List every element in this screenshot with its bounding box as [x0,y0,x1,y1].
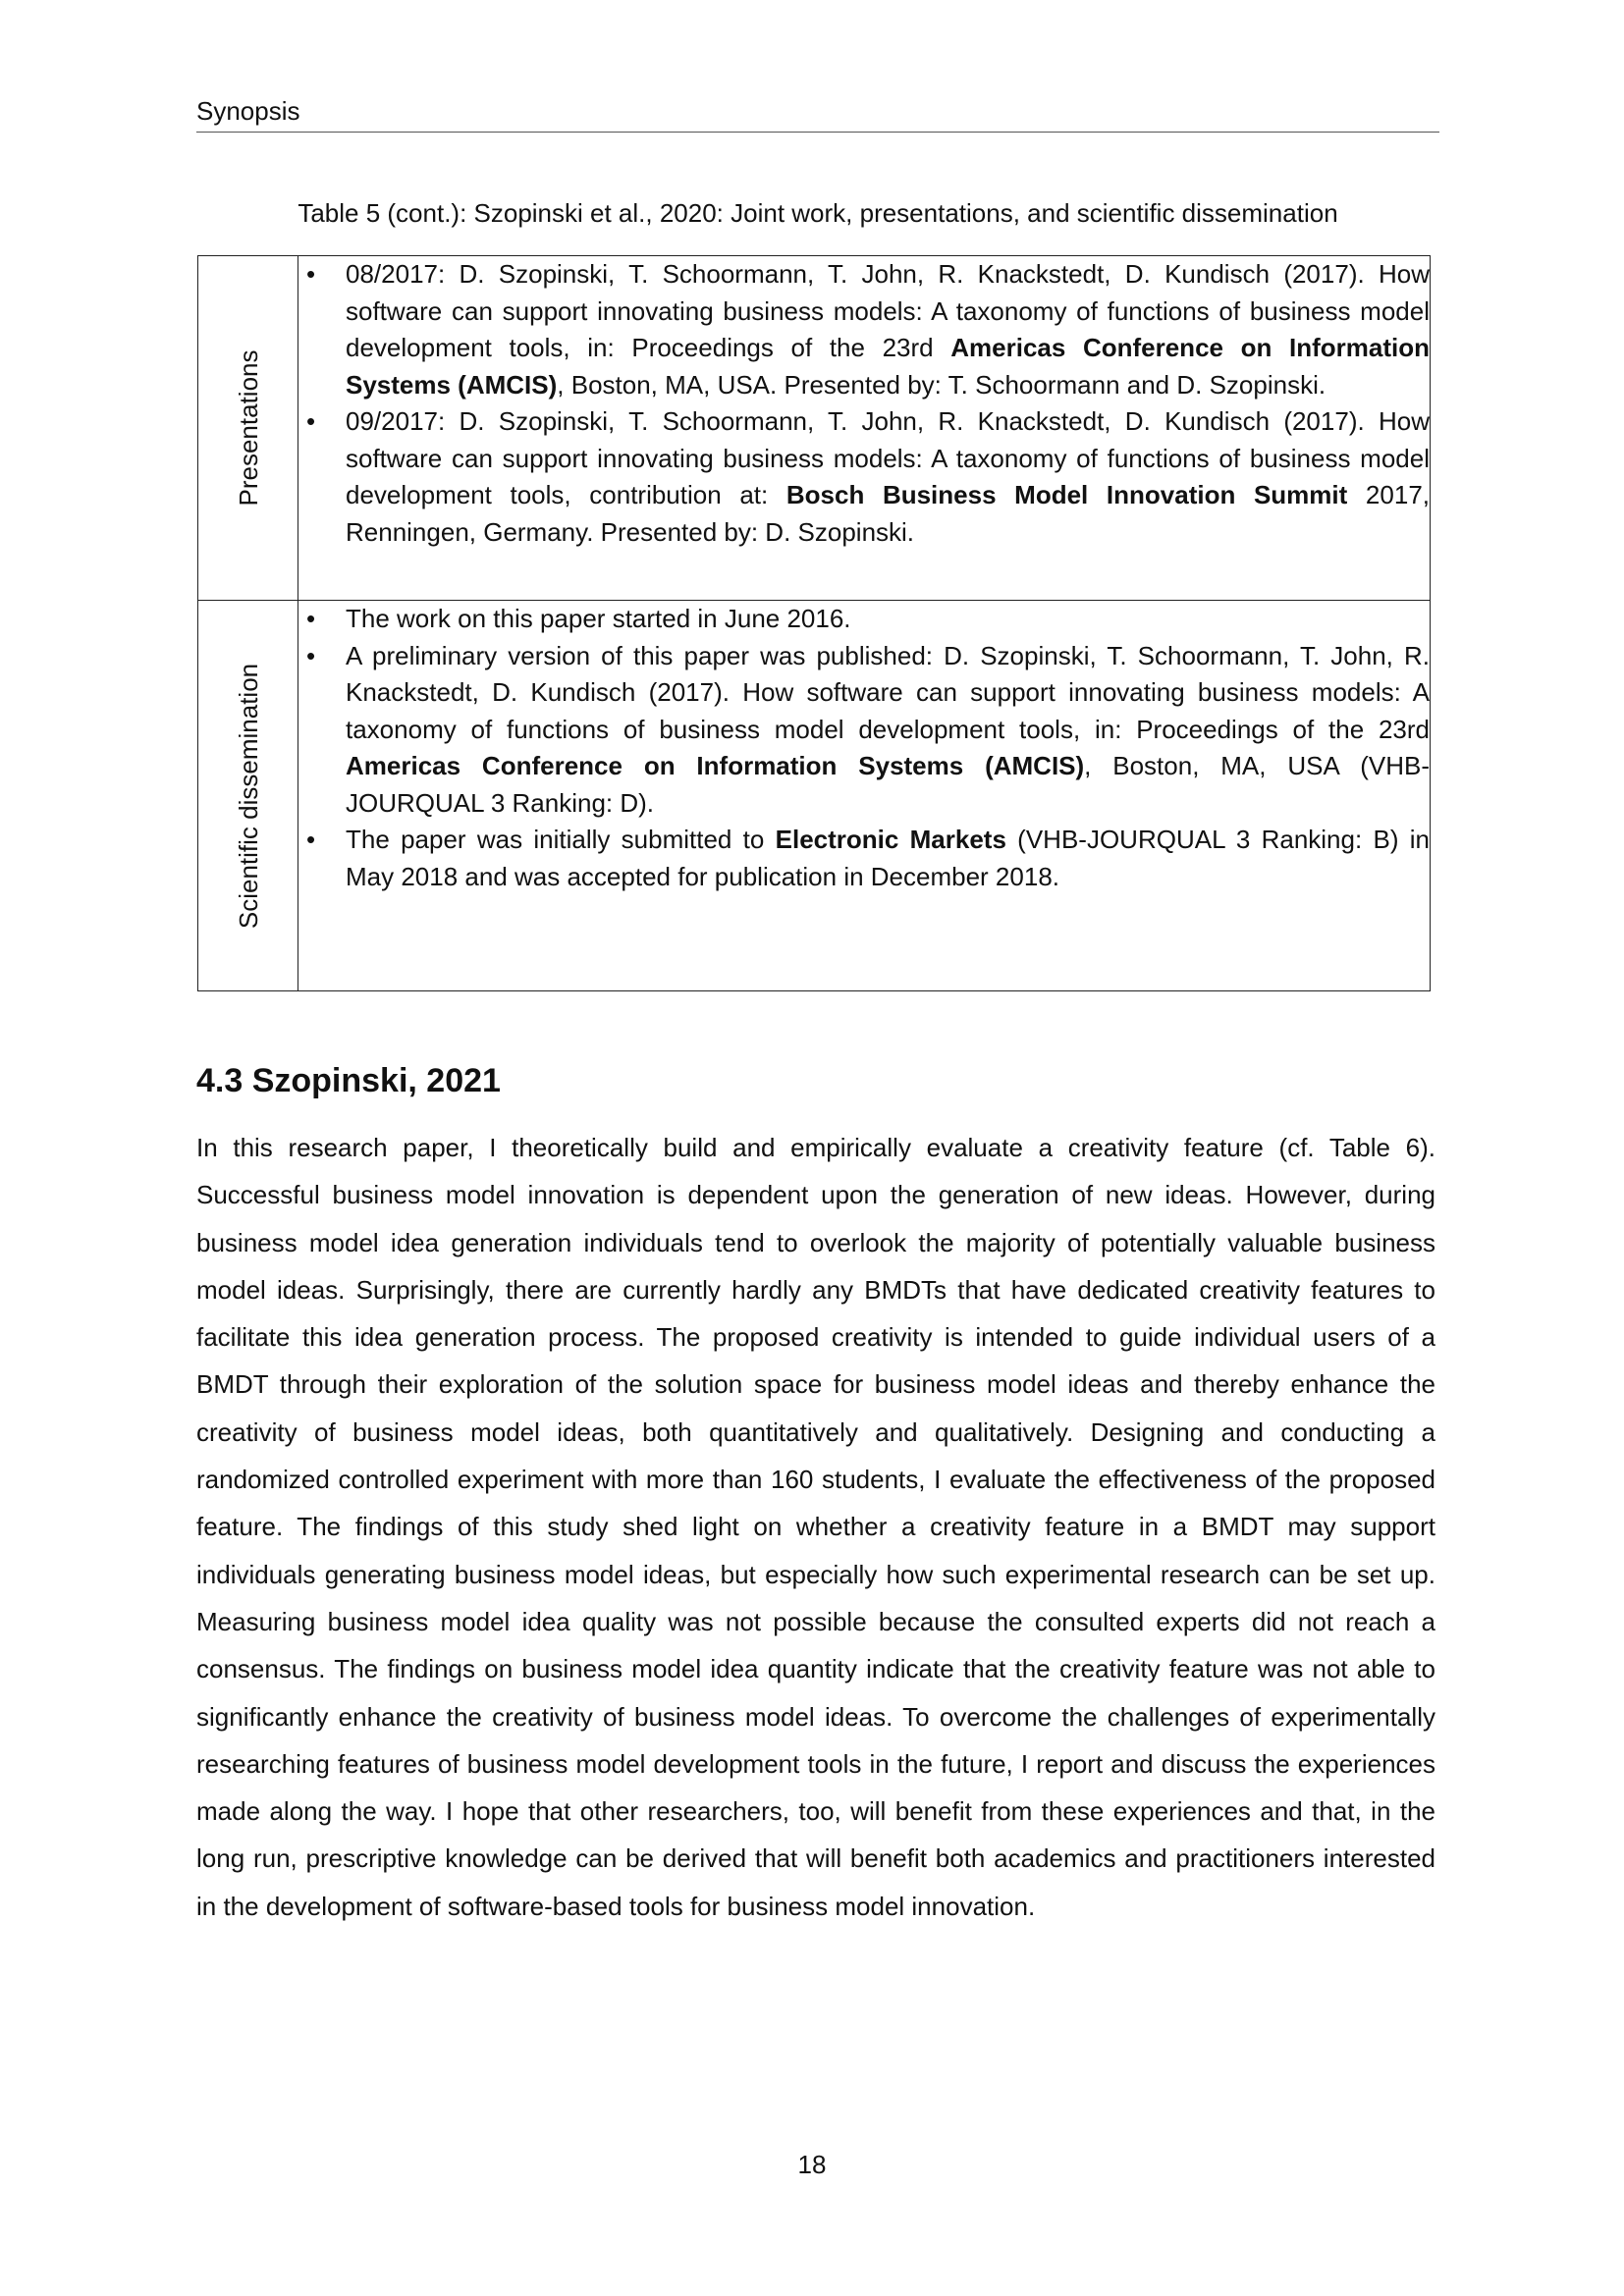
list-item: • The work on this paper started in June 2016. [298,601,1430,638]
section-paragraph: In this research paper, I theoretically build and empirically evaluate a creativity feature (cf. Table 6). Successful business model innovation is dependent upon the generation of new ideas. However, during business model idea generation individuals tend to overlook the majority of potentially valuable business model ideas. Surprisingly, there are currently hardly any BMDTs that have dedicated creativity features to facilitate this idea generation process. The proposed creativity is intended to guide individual users of a BMDT through their exploration of the solution space for business model ideas and thereby enhance the creativity of business model ideas, both quantitatively and qualitatively. Designing and conducting a randomized controlled experiment with more than 160 students, I evaluate the effectiveness of the proposed feature. The findings of this study shed light on whether a creativity feature in a BMDT may support individuals generating business model ideas, but especially how such experimental research can be set up. Measuring business model idea quality was not possible because the consulted experts did not reach a consensus. The findings on business model idea quantity indicate that the creativity feature was not able to significantly enhance the creativity of business model ideas. To overcome the challenges of experimentally researching features of business model development tools in the future, I report and discuss the experiences made along the way. I hope that other researchers, too, will benefit from these experiences and that, in the long run, prescriptive knowledge can be derived that will benefit both academics and practitioners interested in the development of software-based tools for business model innovation. [196,1133,1435,1921]
row-content-scientific-dissemination [298,601,1431,991]
section-heading: 4.3 Szopinski, 2021 [196,1062,501,1099]
row-header-presentations [198,256,298,601]
row-header-scientific-dissemination [198,601,298,991]
list-item: • The paper was initially submitted to Electronic Markets (VHB-JOURQUAL 3 Ranking: B) in May 2018 and was accepted for publication in December 2018. [298,822,1430,895]
row-content-presentations [298,256,1431,601]
presentations-list [298,256,1430,551]
row-label-presentations: Presentations [233,349,263,507]
row-label-scientific-dissemination: Scientific dissemination [233,663,263,929]
table-row-presentations [198,256,1431,601]
page-number: 18 [797,2150,827,2179]
running-header-title: Synopsis [196,96,300,126]
list-item: • 09/2017: D. Szopinski, T. Schoormann, T. John, R. Knackstedt, D. Kundisch (2017). How software can support innovating business models: A taxonomy of functions of business model development tools, contribution at: Bosch Business Model Innovation Summit 2017, Renningen, Germany. Presented by: D. Szopinski. [298,403,1430,551]
table-caption: Table 5 (cont.): Szopinski et al., 2020: Joint work, presentations, and scientific dissemination [298,198,1338,228]
table-5 [197,255,1431,991]
list-item: • A preliminary version of this paper was published: D. Szopinski, T. Schoormann, T. John, R. Knackstedt, D. Kundisch (2017). How software can support innovating business models: A taxonomy of functions of business model development tools, in: Proceedings of the 23rd Americas Conference on Information Systems (AMCIS), Boston, MA, USA (VHB-JOURQUAL 3 Ranking: D). [298,638,1430,823]
table-row-scientific-dissemination [198,601,1431,991]
dissemination-list [298,601,1430,895]
list-item: • 08/2017: D. Szopinski, T. Schoormann, T. John, R. Knackstedt, D. Kundisch (2017). How software can support innovating business models: A taxonomy of functions of business model development tools, in: Proceedings of the 23rd Americas Conference on Information Systems (AMCIS), Boston, MA, USA. Presented by: T. Schoormann and D. Szopinski. [298,256,1430,403]
running-header [196,96,1439,133]
